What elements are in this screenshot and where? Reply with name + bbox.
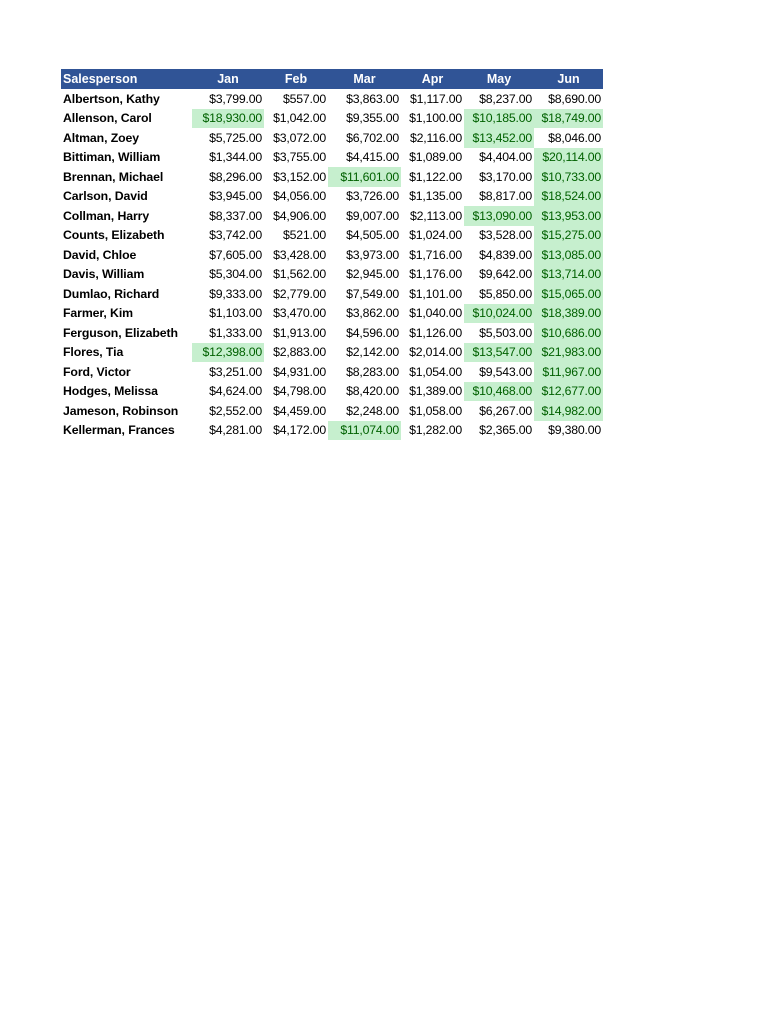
sales-value-cell[interactable]: $6,267.00 xyxy=(479,403,532,418)
sales-value-cell[interactable]: $3,945.00 xyxy=(209,189,262,204)
sales-value-cell[interactable]: $4,931.00 xyxy=(273,364,326,379)
sales-value-cell[interactable]: $4,281.00 xyxy=(209,423,262,438)
table-row xyxy=(61,265,603,285)
sales-value-cell[interactable]: $15,275.00 xyxy=(534,226,603,246)
salesperson-name-cell[interactable]: Brennan, Michael xyxy=(63,169,164,184)
sales-value-cell[interactable]: $5,503.00 xyxy=(479,325,532,340)
sales-value-cell[interactable]: $1,282.00 xyxy=(409,423,462,438)
sales-value-cell[interactable]: $15,065.00 xyxy=(534,284,603,304)
table-row xyxy=(61,226,603,246)
sales-value-cell[interactable]: $10,686.00 xyxy=(534,323,603,343)
sales-value-cell[interactable]: $13,953.00 xyxy=(534,206,603,226)
column-header-salesperson: Salesperson xyxy=(61,69,192,89)
table-row xyxy=(61,148,603,168)
sales-value-cell[interactable]: $13,714.00 xyxy=(534,265,603,285)
salesperson-name-cell[interactable]: Carlson, David xyxy=(63,189,148,204)
sales-value-cell[interactable]: $7,549.00 xyxy=(346,286,399,301)
sales-value-cell[interactable]: $8,690.00 xyxy=(548,91,601,106)
sales-value-cell[interactable]: $1,101.00 xyxy=(409,286,462,301)
sales-value-cell[interactable]: $521.00 xyxy=(282,228,326,243)
sales-value-cell[interactable]: $8,046.00 xyxy=(548,130,601,145)
sales-value-cell[interactable]: $2,113.00 xyxy=(410,208,462,223)
sales-value-cell[interactable]: $1,913.00 xyxy=(273,325,326,340)
sales-value-cell[interactable]: $4,798.00 xyxy=(273,384,326,399)
sales-value-cell[interactable]: $6,702.00 xyxy=(346,130,399,145)
sales-value-cell[interactable]: $1,126.00 xyxy=(409,325,462,340)
table-row xyxy=(61,284,603,304)
sales-value-cell[interactable]: $4,839.00 xyxy=(479,247,532,262)
table-row xyxy=(61,382,603,402)
column-header-jun: Jun xyxy=(534,69,603,89)
sales-value-cell[interactable]: $1,058.00 xyxy=(409,403,462,418)
table-row xyxy=(61,401,603,421)
sales-value-cell[interactable]: $9,642.00 xyxy=(479,267,532,282)
salesperson-name-cell[interactable]: Hodges, Melissa xyxy=(63,384,158,399)
sales-value-cell[interactable]: $1,024.00 xyxy=(409,228,462,243)
sales-value-cell[interactable]: $1,042.00 xyxy=(273,111,326,126)
table-row xyxy=(61,167,603,187)
sales-value-cell[interactable]: $1,562.00 xyxy=(273,267,326,282)
salesperson-name-cell[interactable]: David, Chloe xyxy=(63,247,137,262)
sales-value-cell[interactable]: $4,404.00 xyxy=(479,150,532,165)
sales-value-cell[interactable]: $1,117.00 xyxy=(410,91,462,106)
sales-value-cell[interactable]: $4,056.00 xyxy=(273,189,326,204)
salesperson-name-cell[interactable]: Altman, Zoey xyxy=(63,130,140,145)
sales-value-cell[interactable]: $2,365.00 xyxy=(479,423,532,438)
sales-value-cell[interactable]: $8,283.00 xyxy=(346,364,399,379)
salesperson-name-cell[interactable]: Farmer, Kim xyxy=(63,306,133,321)
table-row xyxy=(61,206,603,226)
sales-value-cell[interactable]: $3,251.00 xyxy=(209,364,262,379)
column-header-mar: Mar xyxy=(328,69,401,89)
sales-value-cell[interactable]: $4,906.00 xyxy=(273,208,326,223)
sales-value-cell[interactable]: $3,862.00 xyxy=(346,306,399,321)
column-header-apr: Apr xyxy=(401,69,464,89)
sales-value-cell[interactable]: $2,116.00 xyxy=(410,130,462,145)
salesperson-name-cell[interactable]: Kellerman, Frances xyxy=(63,423,175,438)
sales-value-cell[interactable]: $2,248.00 xyxy=(346,403,399,418)
sales-value-cell[interactable]: $3,470.00 xyxy=(273,306,326,321)
sales-value-cell[interactable]: $1,100.00 xyxy=(409,111,462,126)
sales-value-cell[interactable]: $13,085.00 xyxy=(534,245,603,265)
sales-value-cell[interactable]: $1,176.00 xyxy=(409,267,462,282)
salesperson-name-cell[interactable]: Dumlao, Richard xyxy=(63,286,160,301)
sales-value-cell[interactable]: $4,172.00 xyxy=(273,423,326,438)
sales-value-cell[interactable]: $10,024.00 xyxy=(464,304,534,324)
sales-value-cell[interactable]: $10,733.00 xyxy=(534,167,603,187)
column-header-feb: Feb xyxy=(264,69,328,89)
sales-value-cell[interactable]: $8,296.00 xyxy=(209,169,262,184)
sales-value-cell[interactable]: $2,552.00 xyxy=(209,403,262,418)
sales-value-cell[interactable]: $10,185.00 xyxy=(464,109,534,129)
sales-value-cell[interactable]: $4,505.00 xyxy=(346,228,399,243)
table-row xyxy=(61,128,603,148)
sales-table xyxy=(61,69,603,440)
salesperson-name-cell[interactable]: Ferguson, Elizabeth xyxy=(63,325,178,340)
sales-value-cell[interactable]: $3,428.00 xyxy=(273,247,326,262)
sales-value-cell[interactable]: $1,040.00 xyxy=(409,306,462,321)
salesperson-name-cell[interactable]: Allenson, Carol xyxy=(63,111,152,126)
salesperson-name-cell[interactable]: Bittiman, William xyxy=(63,150,161,165)
sales-value-cell[interactable]: $11,074.00 xyxy=(328,421,401,441)
salesperson-name-cell[interactable]: Counts, Elizabeth xyxy=(63,228,165,243)
sales-value-cell[interactable]: $4,415.00 xyxy=(346,150,399,165)
sales-value-cell[interactable]: $5,304.00 xyxy=(209,267,262,282)
sales-value-cell[interactable]: $3,152.00 xyxy=(273,169,326,184)
sales-value-cell[interactable]: $3,726.00 xyxy=(346,189,399,204)
table-row xyxy=(61,343,603,363)
sales-value-cell[interactable]: $18,749.00 xyxy=(534,109,603,129)
salesperson-name-cell[interactable]: Collman, Harry xyxy=(63,208,150,223)
salesperson-name-cell[interactable]: Davis, William xyxy=(63,267,145,282)
sales-value-cell[interactable]: $20,114.00 xyxy=(534,148,603,168)
sales-value-cell[interactable]: $2,014.00 xyxy=(409,345,462,360)
sales-value-cell[interactable]: $3,072.00 xyxy=(273,130,326,145)
salesperson-name-cell[interactable]: Ford, Victor xyxy=(63,364,131,379)
table-row xyxy=(61,187,603,207)
sales-value-cell[interactable]: $11,601.00 xyxy=(328,167,401,187)
column-header-jan: Jan xyxy=(192,69,264,89)
sales-value-cell[interactable]: $12,398.00 xyxy=(192,343,264,363)
sales-value-cell[interactable]: $10,468.00 xyxy=(464,382,534,402)
sales-value-cell[interactable]: $4,459.00 xyxy=(273,403,326,418)
sales-value-cell[interactable]: $2,945.00 xyxy=(346,267,399,282)
sales-value-cell[interactable]: $3,528.00 xyxy=(479,228,532,243)
sales-value-cell[interactable]: $1,054.00 xyxy=(409,364,462,379)
table-row xyxy=(61,304,603,324)
table-row xyxy=(61,245,603,265)
sales-value-cell[interactable]: $3,755.00 xyxy=(273,150,326,165)
sales-value-cell[interactable]: $3,799.00 xyxy=(209,91,262,106)
sales-value-cell[interactable]: $8,237.00 xyxy=(479,91,532,106)
sales-value-cell[interactable]: $4,596.00 xyxy=(346,325,399,340)
sales-value-cell[interactable]: $1,333.00 xyxy=(209,325,262,340)
table-row xyxy=(61,109,603,129)
sales-value-cell[interactable]: $9,333.00 xyxy=(209,286,262,301)
sales-value-cell[interactable]: $9,380.00 xyxy=(548,423,601,438)
salesperson-name-cell[interactable]: Albertson, Kathy xyxy=(63,91,160,106)
table-row xyxy=(61,323,603,343)
sales-value-cell[interactable]: $3,863.00 xyxy=(346,91,399,106)
sales-value-cell[interactable]: $4,624.00 xyxy=(209,384,262,399)
sales-value-cell[interactable]: $18,524.00 xyxy=(534,187,603,207)
sales-value-cell[interactable]: $14,982.00 xyxy=(534,401,603,421)
salesperson-name-cell[interactable]: Flores, Tia xyxy=(63,345,124,360)
sales-value-cell[interactable]: $2,883.00 xyxy=(273,345,326,360)
sales-value-cell[interactable]: $5,725.00 xyxy=(209,130,262,145)
table-body xyxy=(61,89,603,440)
sales-value-cell[interactable]: $3,973.00 xyxy=(346,247,399,262)
column-header-may: May xyxy=(464,69,534,89)
sales-value-cell[interactable]: $7,605.00 xyxy=(209,247,262,262)
sales-value-cell[interactable]: $18,389.00 xyxy=(534,304,603,324)
sales-value-cell[interactable]: $9,355.00 xyxy=(346,111,399,126)
header-row xyxy=(61,69,603,89)
sales-value-cell[interactable]: $557.00 xyxy=(282,91,326,106)
sales-value-cell[interactable]: $1,089.00 xyxy=(409,150,462,165)
sales-value-cell[interactable]: $8,337.00 xyxy=(209,208,262,223)
sales-value-cell[interactable]: $21,983.00 xyxy=(534,343,603,363)
table-row xyxy=(61,421,603,441)
sales-value-cell[interactable]: $9,007.00 xyxy=(346,208,399,223)
salesperson-name-cell[interactable]: Jameson, Robinson xyxy=(63,403,179,418)
sales-value-cell[interactable]: $13,090.00 xyxy=(464,206,534,226)
sales-value-cell[interactable]: $2,779.00 xyxy=(273,286,326,301)
sales-value-cell[interactable]: $3,742.00 xyxy=(209,228,262,243)
sales-value-cell[interactable]: $1,389.00 xyxy=(409,384,462,399)
sales-value-cell[interactable]: $8,817.00 xyxy=(479,189,532,204)
sales-value-cell[interactable]: $1,716.00 xyxy=(409,247,462,262)
table-row xyxy=(61,89,603,109)
sales-value-cell[interactable]: $12,677.00 xyxy=(534,382,603,402)
sales-value-cell[interactable]: $1,344.00 xyxy=(209,150,262,165)
sales-value-cell[interactable]: $13,452.00 xyxy=(464,128,534,148)
sales-value-cell[interactable]: $11,967.00 xyxy=(534,362,603,382)
sales-value-cell[interactable]: $18,930.00 xyxy=(192,109,264,129)
sales-value-cell[interactable]: $8,420.00 xyxy=(346,384,399,399)
sales-value-cell[interactable]: $9,543.00 xyxy=(479,364,532,379)
sales-value-cell[interactable]: $5,850.00 xyxy=(479,286,532,301)
sales-value-cell[interactable]: $1,135.00 xyxy=(409,189,462,204)
sales-value-cell[interactable]: $13,547.00 xyxy=(464,343,534,363)
sales-value-cell[interactable]: $3,170.00 xyxy=(479,169,532,184)
sales-value-cell[interactable]: $2,142.00 xyxy=(346,345,399,360)
table-row xyxy=(61,362,603,382)
sales-value-cell[interactable]: $1,103.00 xyxy=(209,306,262,321)
sales-value-cell[interactable]: $1,122.00 xyxy=(409,169,462,184)
